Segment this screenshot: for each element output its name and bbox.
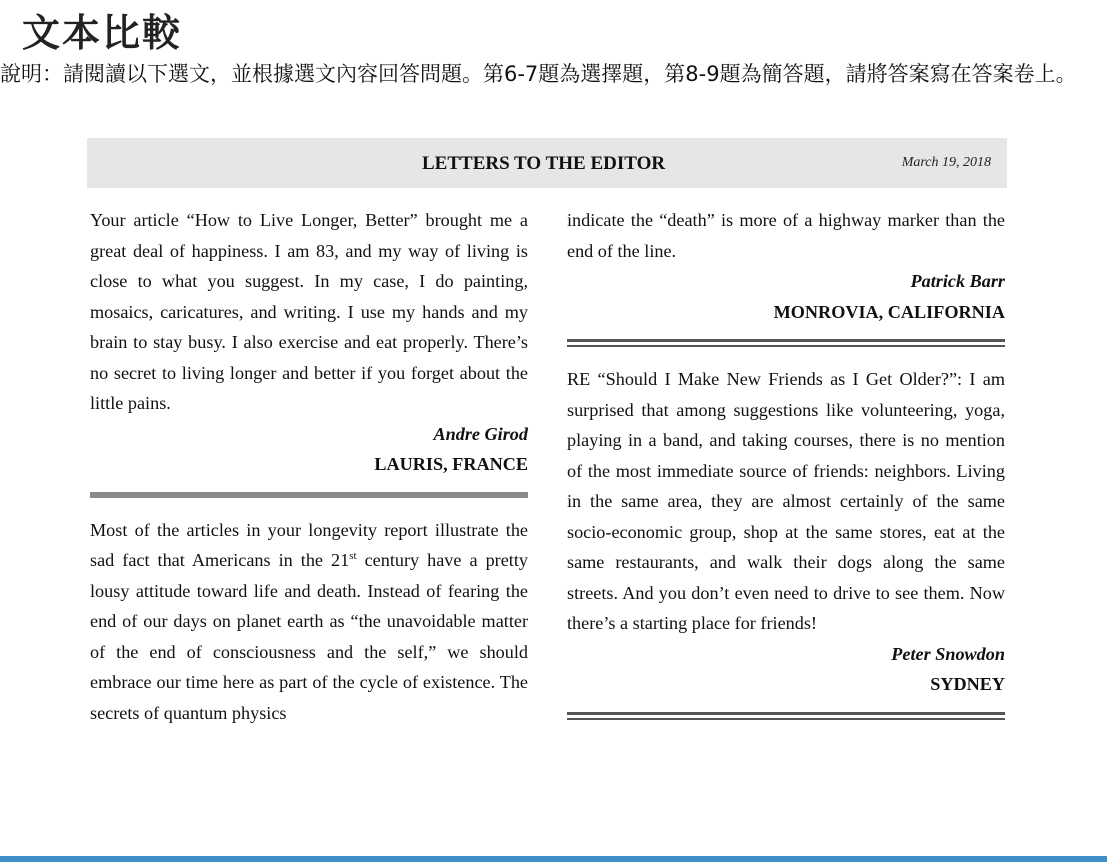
letter-1-location: LAURIS, FRANCE [374, 454, 528, 474]
letter-1-body: Your article “How to Live Longer, Better” brought me a great deal of happiness. I am 83, and my way of living is close to what you suggest. In my case, I do painting, mosaics, caricatures, and writing. I use my hands and my brain to stay busy. I also exercise and eat properly. There’s no secret to living longer and better if you forget about the little pains. [90, 210, 528, 413]
letter-2-body-part1: Most of the articles in your longevity report illustrate the sad fact that Americans in the 21 [90, 519, 528, 570]
letter-2-body [90, 515, 528, 729]
letter-divider [567, 339, 1005, 347]
right-column [567, 205, 1005, 720]
letter-divider [567, 712, 1005, 720]
instructions-text: 說明：請閱讀以下選文，並根據選文內容回答問題。第6-7題為選擇題，第8-9題為簡答題，請將答案寫在答案卷上。 [0, 62, 1077, 86]
letter-2-superscript: st [349, 549, 357, 562]
letter-1-author: Andre Girod [433, 423, 528, 444]
letter-2-location: MONROVIA, CALIFORNIA [773, 301, 1005, 322]
letter-3-location: SYDNEY [930, 674, 1005, 694]
letters-banner [87, 138, 1007, 188]
letter-2-author: Patrick Barr [910, 271, 1005, 291]
page-title: 文本比較 [22, 11, 183, 55]
letter-2-body-continued: indicate the “death” is more of a highway marker than the end of the line. [567, 210, 1005, 261]
banner-date: March 19, 2018 [901, 155, 991, 170]
letter-3-body: RE “Should I Make New Friends as I Get Older?”: I am surprised that among suggestions like volunteering, yoga, playing in a band, and taking courses, there is no mention of the most immediate source of friends: neighbors. Living in the same area, they are almost certainly of the same socio-economic group, shop at the same stores, eat at the same restaurants, and walk their dogs along the same streets. And you don’t even need to drive to see them. Now there’s a starting place for friends! [567, 369, 1005, 633]
left-column [90, 205, 528, 728]
banner-title: LETTERS TO THE EDITOR [422, 153, 666, 174]
letter-3-author: Peter Snowdon [891, 643, 1005, 664]
letter-2-body-part2: century have a pretty lousy attitude toward life and death. Instead of fearing the end of our days on planet earth as “the unavoidable matter of the end of consciousness and the self,” we should embrace our time here as part of the cycle of existence. The secrets of quantum physics [90, 550, 528, 723]
bottom-accent-bar [0, 856, 1107, 862]
